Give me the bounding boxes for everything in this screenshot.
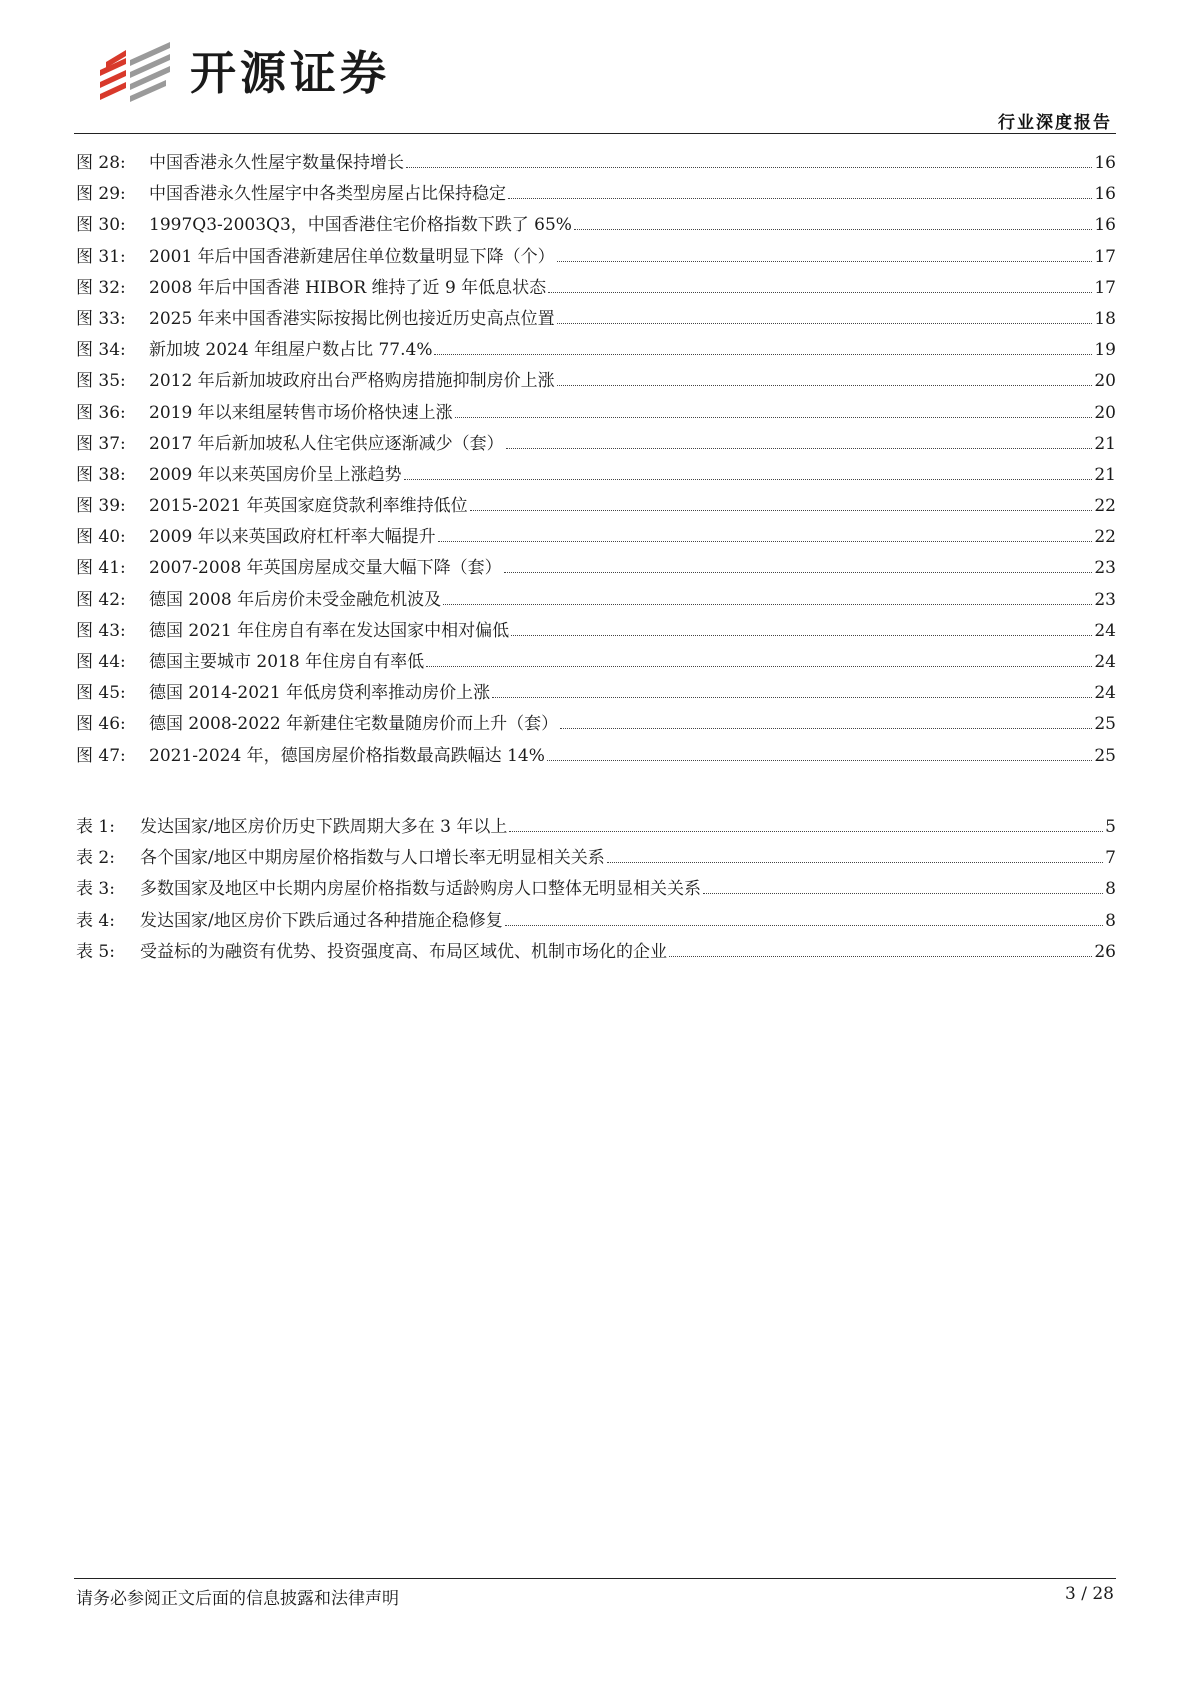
figure-toc-entry-page: 25 xyxy=(1094,714,1116,735)
table-toc-entry-label: 表 4: xyxy=(76,910,115,931)
figure-toc-entry-leader-dots xyxy=(557,384,1093,386)
figure-toc-entry[interactable] xyxy=(76,460,1116,491)
figure-toc-entry-title: 2009 年以来英国房价呈上涨趋势 xyxy=(149,464,402,485)
figure-toc-entry-leader-dots xyxy=(557,322,1093,324)
figure-toc-entry-label: 图 30: xyxy=(76,215,126,236)
figure-toc-entry-title: 2001 年后中国香港新建居住单位数量明显下降（个） xyxy=(149,246,555,267)
figure-toc-entry-title: 2008 年后中国香港 HIBOR 维持了近 9 年低息状态 xyxy=(149,277,547,298)
figure-toc-entry-leader-dots xyxy=(548,291,1092,293)
table-toc-entry-title: 受益标的为融资有优势、投资强度高、布局区域优、机制市场化的企业 xyxy=(140,941,667,962)
figure-toc-entry-label: 图 33: xyxy=(76,308,126,329)
table-toc-entry-page: 8 xyxy=(1105,910,1116,931)
table-toc-entry-leader-dots xyxy=(669,955,1092,957)
figure-toc-entry-title: 中国香港永久性屋宇中各类型房屋占比保持稳定 xyxy=(149,184,506,205)
figure-toc-entry[interactable] xyxy=(76,522,1116,553)
figure-toc-entry-title: 中国香港永久性屋宇数量保持增长 xyxy=(149,153,404,173)
figure-toc-entry[interactable] xyxy=(76,553,1116,584)
brand-logo xyxy=(96,40,390,106)
footer-divider xyxy=(74,1578,1116,1579)
figure-toc-entry[interactable] xyxy=(76,304,1116,335)
footer-disclaimer: 请务必参阅正文后面的信息披露和法律声明 xyxy=(76,1589,399,1609)
figure-toc-entry-label: 图 29: xyxy=(76,184,126,205)
figure-toc-entry-leader-dots xyxy=(511,634,1092,636)
table-toc-entry-page: 5 xyxy=(1105,817,1116,837)
figure-toc-entry-page: 24 xyxy=(1094,683,1116,704)
figure-toc-entry-page: 18 xyxy=(1094,308,1116,329)
figure-toc-entry-page: 17 xyxy=(1094,277,1116,298)
page-number: 3 / 28 xyxy=(1065,1584,1114,1604)
table-toc-entry-leader-dots xyxy=(505,924,1103,926)
figure-toc-entry[interactable] xyxy=(76,491,1116,522)
figure-toc-entry-title: 2017 年后新加坡私人住宅供应逐渐减少（套） xyxy=(149,433,504,454)
table-toc-entry-label: 表 1: xyxy=(76,817,115,837)
table-toc-entry-page: 26 xyxy=(1094,941,1116,962)
figure-toc-entry[interactable] xyxy=(76,366,1116,397)
table-toc-entry-page: 7 xyxy=(1105,848,1116,869)
figure-toc-entry-leader-dots xyxy=(504,571,1093,573)
figure-toc-entry-page: 24 xyxy=(1094,652,1116,672)
figure-toc-entry-label: 图 28: xyxy=(76,153,126,173)
figure-toc-entry-page: 19 xyxy=(1094,340,1116,361)
figure-toc-entry-leader-dots xyxy=(470,509,1093,511)
figure-toc-entry-label: 图 38: xyxy=(76,464,126,485)
figure-toc-entry-leader-dots xyxy=(492,696,1092,698)
figure-toc-entry-leader-dots xyxy=(560,727,1092,729)
table-toc-entry-page: 8 xyxy=(1105,879,1116,900)
figure-toc-entry[interactable] xyxy=(76,179,1116,210)
figure-toc-entry-page: 24 xyxy=(1094,620,1116,641)
table-toc-entry[interactable] xyxy=(76,874,1116,905)
figure-toc-entry[interactable] xyxy=(76,741,1116,772)
figure-toc xyxy=(76,148,1116,772)
figure-toc-entry-leader-dots xyxy=(406,166,1092,168)
figure-toc-entry-label: 图 43: xyxy=(76,620,126,641)
header-divider xyxy=(74,133,1116,134)
figure-toc-entry-label: 图 46: xyxy=(76,714,126,735)
figure-toc-entry-title: 德国 2021 年住房自有率在发达国家中相对偏低 xyxy=(149,620,510,641)
table-toc-entry-title: 多数国家及地区中长期内房屋价格指数与适龄购房人口整体无明显相关关系 xyxy=(140,879,701,900)
figure-toc-entry-title: 2019 年以来组屋转售市场价格快速上涨 xyxy=(149,402,453,423)
figure-toc-entry-title: 2025 年来中国香港实际按揭比例也接近历史高点位置 xyxy=(149,308,555,329)
figure-toc-entry[interactable] xyxy=(76,647,1116,678)
figure-toc-entry-title: 2009 年以来英国政府杠杆率大幅提升 xyxy=(149,527,436,548)
table-toc xyxy=(76,812,1116,968)
figure-toc-entry-label: 图 37: xyxy=(76,433,126,454)
figure-toc-entry-title: 德国 2014-2021 年低房贷利率推动房价上涨 xyxy=(149,683,491,704)
figure-toc-entry[interactable] xyxy=(76,678,1116,709)
figure-toc-entry-title: 德国 2008 年后房价未受金融危机波及 xyxy=(149,589,442,610)
figure-toc-entry[interactable] xyxy=(76,616,1116,647)
figure-toc-entry-title: 2012 年后新加坡政府出台严格购房措施抑制房价上涨 xyxy=(149,371,555,392)
table-toc-entry-label: 表 2: xyxy=(76,848,115,869)
figure-toc-entry[interactable] xyxy=(76,585,1116,616)
figure-toc-entry-title: 德国 2008-2022 年新建住宅数量随房价而上升（套） xyxy=(149,714,559,735)
table-toc-entry-title: 各个国家/地区中期房屋价格指数与人口增长率无明显相关关系 xyxy=(140,848,605,869)
figure-toc-entry-title: 2021-2024 年，德国房屋价格指数最高跌幅达 14% xyxy=(149,745,545,766)
figure-toc-entry-leader-dots xyxy=(455,416,1093,418)
figure-toc-entry-label: 图 40: xyxy=(76,527,126,548)
table-toc-entry[interactable] xyxy=(76,937,1116,968)
figure-toc-entry-page: 16 xyxy=(1094,184,1116,205)
figure-toc-entry-label: 图 47: xyxy=(76,745,126,766)
figure-toc-entry-title: 2015-2021 年英国家庭贷款利率维持低位 xyxy=(149,496,468,517)
figure-toc-entry-page: 22 xyxy=(1094,496,1116,517)
table-toc-entry[interactable] xyxy=(76,812,1116,843)
report-type: 行业深度报告 xyxy=(998,113,1112,133)
figure-toc-entry-label: 图 45: xyxy=(76,683,126,704)
figure-toc-entry[interactable] xyxy=(76,398,1116,429)
figure-toc-entry-page: 20 xyxy=(1094,402,1116,423)
table-toc-entry-title: 发达国家/地区房价下跌后通过各种措施企稳修复 xyxy=(140,910,503,931)
figure-toc-entry-page: 25 xyxy=(1094,745,1116,766)
table-toc-entry[interactable] xyxy=(76,843,1116,874)
figure-toc-entry-title: 2007-2008 年英国房屋成交量大幅下降（套） xyxy=(149,558,502,579)
figure-toc-entry[interactable] xyxy=(76,273,1116,304)
table-toc-entry[interactable] xyxy=(76,906,1116,937)
figure-toc-entry-page: 21 xyxy=(1094,464,1116,485)
figure-toc-entry-page: 20 xyxy=(1094,371,1116,392)
figure-toc-entry-leader-dots xyxy=(508,197,1092,199)
table-toc-entry-title: 发达国家/地区房价历史下跌周期大多在 3 年以上 xyxy=(140,817,508,837)
figure-toc-entry-page: 17 xyxy=(1094,246,1116,267)
figure-toc-entry-page: 23 xyxy=(1094,558,1116,579)
figure-toc-entry[interactable] xyxy=(76,210,1116,241)
table-toc-entry-leader-dots xyxy=(703,892,1103,894)
brand-logo-icon xyxy=(96,40,176,106)
figure-toc-entry-leader-dots xyxy=(438,540,1093,542)
figure-toc-entry-leader-dots xyxy=(557,260,1093,262)
table-toc-entry-label: 表 3: xyxy=(76,879,115,900)
figure-toc-entry-leader-dots xyxy=(574,228,1092,230)
figure-toc-entry[interactable] xyxy=(76,429,1116,460)
figure-toc-entry-title: 德国主要城市 2018 年住房自有率低 xyxy=(149,652,425,672)
figure-toc-entry-leader-dots xyxy=(404,478,1093,480)
figure-toc-entry-page: 22 xyxy=(1094,527,1116,548)
figure-toc-entry[interactable] xyxy=(76,709,1116,740)
figure-toc-entry-label: 图 31: xyxy=(76,246,126,267)
figure-toc-entry-leader-dots xyxy=(547,759,1092,761)
figure-toc-entry-label: 图 44: xyxy=(76,652,126,672)
table-toc-entry-leader-dots xyxy=(509,830,1103,832)
figure-toc-entry-leader-dots xyxy=(443,603,1092,605)
figure-toc-entry-label: 图 34: xyxy=(76,340,126,361)
table-toc-entry-leader-dots xyxy=(607,861,1103,863)
figure-toc-entry-title: 1997Q3-2003Q3，中国香港住宅价格指数下跌了 65% xyxy=(149,215,572,236)
brand-name: 开源证券 xyxy=(190,46,390,100)
figure-toc-entry-label: 图 32: xyxy=(76,277,126,298)
figure-toc-entry-page: 16 xyxy=(1094,153,1116,173)
table-toc-entry-label: 表 5: xyxy=(76,941,115,962)
figure-toc-entry[interactable] xyxy=(76,242,1116,273)
figure-toc-entry-label: 图 41: xyxy=(76,558,126,579)
figure-toc-entry-page: 21 xyxy=(1094,433,1116,454)
figure-toc-entry-leader-dots xyxy=(426,665,1092,667)
figure-toc-entry-page: 16 xyxy=(1094,215,1116,236)
figure-toc-entry-label: 图 39: xyxy=(76,496,126,517)
figure-toc-entry[interactable] xyxy=(76,335,1116,366)
figure-toc-entry-label: 图 36: xyxy=(76,402,126,423)
figure-toc-entry-leader-dots xyxy=(434,353,1092,355)
figure-toc-entry-title: 新加坡 2024 年组屋户数占比 77.4% xyxy=(149,340,433,361)
figure-toc-entry-page: 23 xyxy=(1094,589,1116,610)
figure-toc-entry[interactable] xyxy=(76,148,1116,179)
figure-toc-entry-label: 图 42: xyxy=(76,589,126,610)
figure-toc-entry-leader-dots xyxy=(506,447,1093,449)
figure-toc-entry-label: 图 35: xyxy=(76,371,126,392)
